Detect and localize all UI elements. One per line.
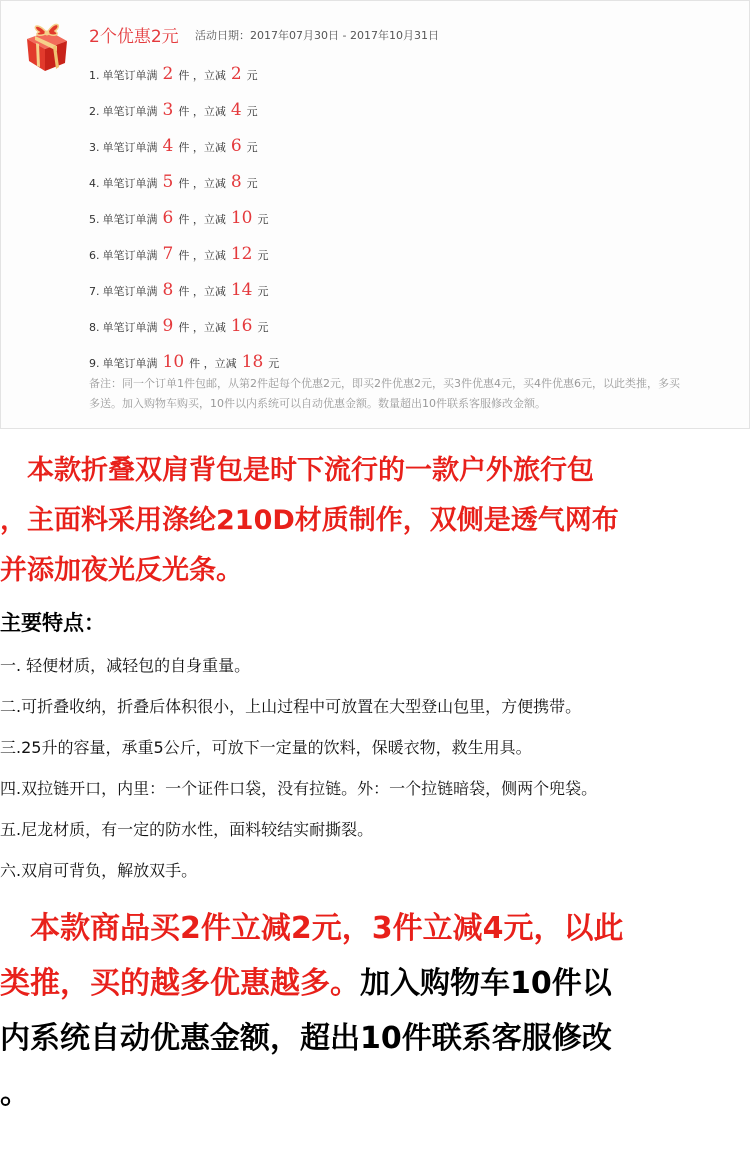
rule-unit: 元 [246,177,258,190]
rule-discount: 6 [230,136,242,156]
promo-rule [89,129,279,165]
promo-rule [89,201,279,237]
rule-unit: 元 [257,249,269,262]
rule-discount: 8 [230,172,242,192]
feature-item: 三.25升的容量，承重5公斤，可放下一定量的饮料，保暖衣物，救生用具。 [0,738,532,757]
feature-item: 六.双肩可背负，解放双手。 [0,861,198,880]
promo-rule [89,273,279,309]
rule-quantity: 10 [162,352,185,372]
rule-prefix: 单笔订单满 [102,141,158,154]
rule-quantity: 2 [162,64,174,84]
rule-quantity: 3 [162,100,174,120]
rule-discount: 2 [230,64,242,84]
rule-number: 6. [89,248,100,262]
rule-unit: 元 [257,321,269,334]
rule-discount: 18 [241,352,264,372]
promo-rule [89,165,279,201]
rule-unit: 元 [257,285,269,298]
rule-number: 4. [89,176,100,190]
gift-box-icon [23,17,71,73]
rule-number: 1. [89,68,100,82]
rule-quantity: 6 [162,208,174,228]
feature-item: 一. 轻便材质，减轻包的自身重量。 [0,656,251,675]
rule-number: 8. [89,320,100,334]
promo-note [89,374,729,414]
rule-quantity: 4 [162,136,174,156]
closing-black-segment: 加入购物车10件以 [360,966,612,1001]
features-heading: 主要特点： [0,611,105,635]
rule-discount: 10 [230,208,253,228]
product-intro [0,446,750,596]
closing-line [0,956,750,1011]
rule-middle: 件 ，立减 [189,357,237,370]
feature-list [0,655,597,901]
intro-line: 并添加夜光反光条。 [0,555,243,586]
promo-title: 2个优惠2元 [89,27,179,47]
rule-prefix: 单笔订单满 [102,213,158,226]
rule-discount: 14 [230,280,253,300]
promo-note-line: 备注：同一个订单1件包邮，从第2件起每个优惠2元，即买2件优惠2元，买3件优惠4元，买4件优惠6元，以此类推，多买 [89,377,680,390]
rule-prefix: 单笔订单满 [102,285,158,298]
rule-number: 5. [89,212,100,226]
rule-number: 7. [89,284,100,298]
closing-red-segment: 类推，买的越多优惠越多。 [0,966,360,1001]
intro-line: ，主面料采用涤纶210D材质制作，双侧是透气网布 [0,505,619,536]
intro-line: 本款折叠双肩背包是时下流行的一款户外旅行包 [0,455,594,486]
rule-prefix: 单笔订单满 [102,357,158,370]
feature-item: 二.可折叠收纳，折叠后体积很小，上山过程中可放置在大型登山包里，方便携带。 [0,697,582,716]
rule-unit: 元 [257,213,269,226]
promo-date: 活动日期：2017年07月30日 - 2017年10月31日 [195,29,439,42]
rule-middle: 件 ，立减 [178,105,226,118]
promo-rule-list [89,57,279,381]
rule-number: 9. [89,356,100,370]
rule-quantity: 7 [162,244,174,264]
promo-rule [89,57,279,93]
rule-quantity: 5 [162,172,174,192]
rule-quantity: 8 [162,280,174,300]
rule-middle: 件 ，立减 [178,321,226,334]
closing-line: 内系统自动优惠金额，超出10件联系客服修改 [0,1021,612,1056]
promo-rule [89,309,279,345]
rule-unit: 元 [246,69,258,82]
feature-item: 五.尼龙材质，有一定的防水性，面料较结实耐撕裂。 [0,820,374,839]
feature-item: 四.双拉链开口，内里：一个证件口袋，没有拉链。外：一个拉链暗袋，侧两个兜袋。 [0,779,598,798]
rule-unit: 元 [246,141,258,154]
rule-prefix: 单笔订单满 [102,69,158,82]
rule-unit: 元 [268,357,280,370]
rule-middle: 件 ，立减 [178,285,226,298]
promo-rule [89,237,279,273]
rule-middle: 件 ，立减 [178,249,226,262]
closing-promo-text [0,901,750,1121]
promotion-panel [0,0,750,429]
rule-prefix: 单笔订单满 [102,105,158,118]
promo-note-line: 多送。加入购物车购买，10件以内系统可以自动优惠金额。数量超出10件联系客服修改金额。 [89,397,546,410]
rule-discount: 12 [230,244,253,264]
closing-line: 本款商品买2件立减2元，3件立减4元，以此 [0,911,624,946]
rule-middle: 件 ，立减 [178,213,226,226]
rule-number: 2. [89,104,100,118]
rule-prefix: 单笔订单满 [102,249,158,262]
rule-discount: 4 [230,100,242,120]
rule-middle: 件 ，立减 [178,69,226,82]
promo-rule [89,93,279,129]
rule-discount: 16 [230,316,253,336]
closing-line: 。 [0,1076,30,1111]
rule-number: 3. [89,140,100,154]
rule-middle: 件 ，立减 [178,141,226,154]
rule-prefix: 单笔订单满 [102,177,158,190]
rule-middle: 件 ，立减 [178,177,226,190]
rule-unit: 元 [246,105,258,118]
rule-prefix: 单笔订单满 [102,321,158,334]
rule-quantity: 9 [162,316,174,336]
